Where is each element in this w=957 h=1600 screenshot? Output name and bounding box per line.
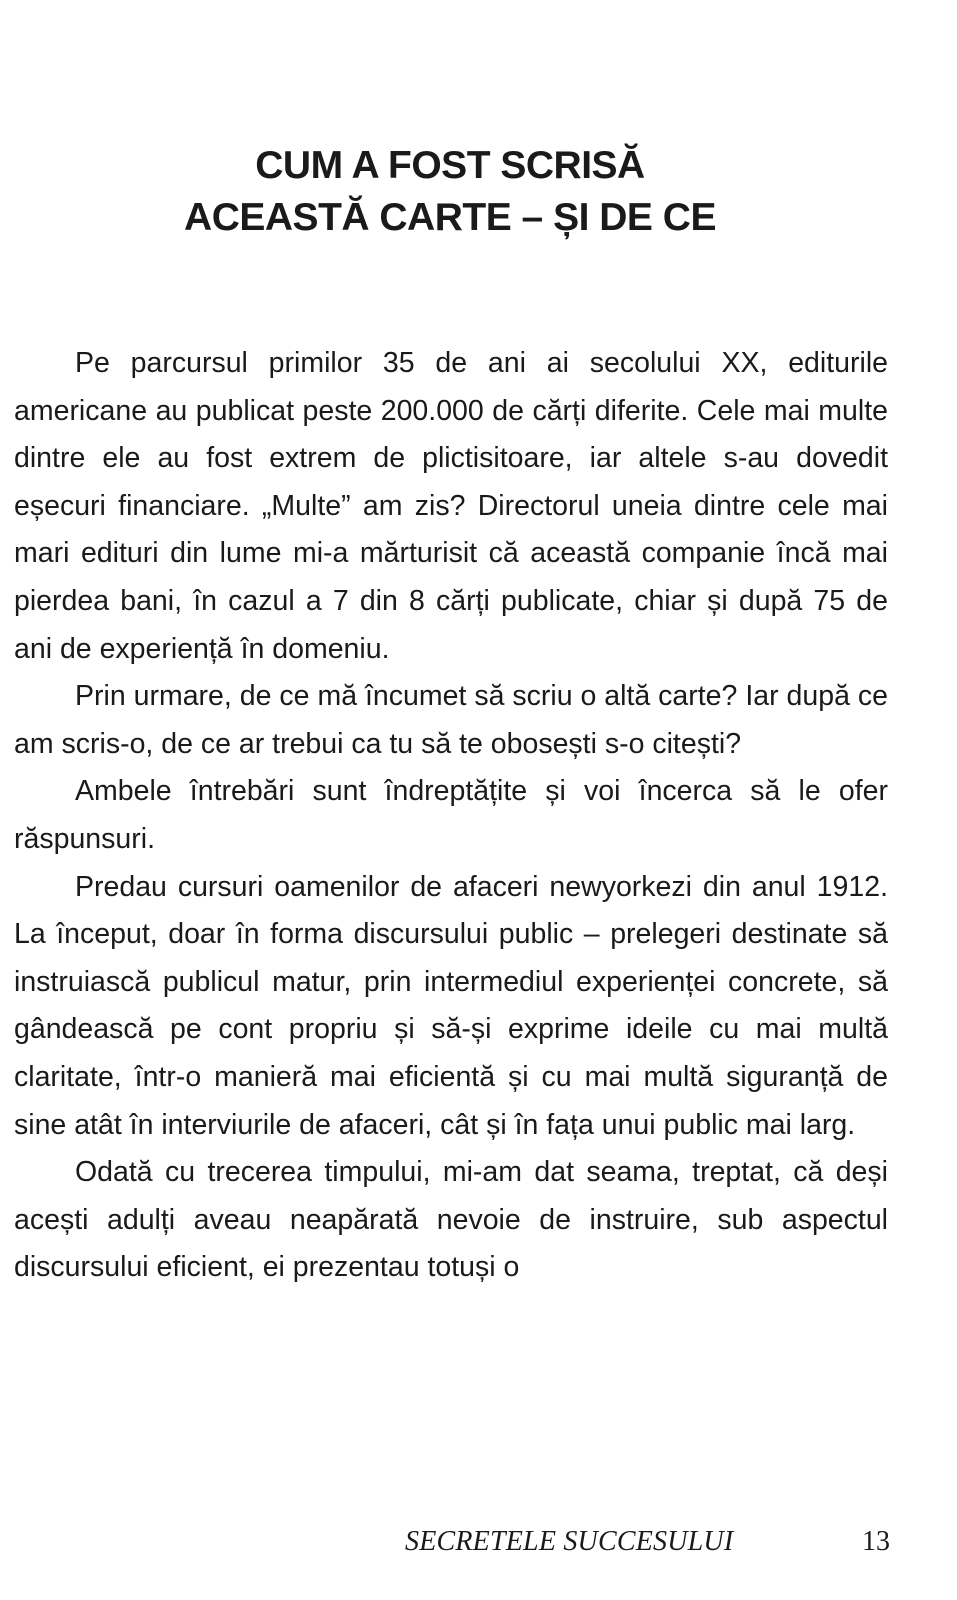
body-text — [14, 340, 888, 1292]
running-title: SECRETELE SUCCESULUI — [405, 1526, 734, 1557]
chapter-title — [0, 140, 900, 244]
paragraph-2: Prin urmare, de ce mă încumet să scriu o altă carte? Iar după ce am scris-o, de ce ar trebui ca tu să te obosești s-o citești? — [14, 680, 888, 760]
chapter-title-line-1: CUM A FOST SCRISĂ — [255, 144, 645, 187]
running-footer — [405, 1522, 890, 1562]
paragraph-1: Pe parcursul primilor 35 de ani ai secolului XX, editurile americane au publicat peste 200.000 de cărți diferite. Cele mai multe dintre ele au fost extrem de plictisitoare, iar altele s-au dovedit eșecuri financiare. „Multe” am zis? Directorul uneia dintre cele mai mari edituri din lume mi-a mărturisit că această companie încă mai pierdea bani, în cazul a 7 din 8 cărți publicate, chiar și după 75 de ani de experiență în domeniu. — [14, 347, 888, 665]
chapter-title-line-2: ACEASTĂ CARTE – ȘI DE CE — [184, 196, 716, 239]
paragraph-4: Predau cursuri oamenilor de afaceri newyorkezi din anul 1912. La început, doar în forma discursului public – prelegeri destinate să instruiască publicul matur, prin intermediul experienței concrete, să gândească pe cont propriu și să-și exprime ideile cu mai multă claritate, într-o manieră mai eficientă și cu mai multă siguranță de sine atât în interviurile de afaceri, cât și în fața unui public mai larg. — [14, 870, 888, 1141]
paragraph-5: Odată cu trecerea timpului, mi-am dat seama, treptat, că deși acești adulți aveau neapărată nevoie de instruire, sub aspectul discursului eficient, ei prezentau totuși o — [14, 1156, 888, 1284]
paragraph-3: Ambele întrebări sunt îndreptățite și voi încerca să le ofer răspunsuri. — [14, 775, 888, 855]
page-number: 13 — [862, 1526, 890, 1557]
